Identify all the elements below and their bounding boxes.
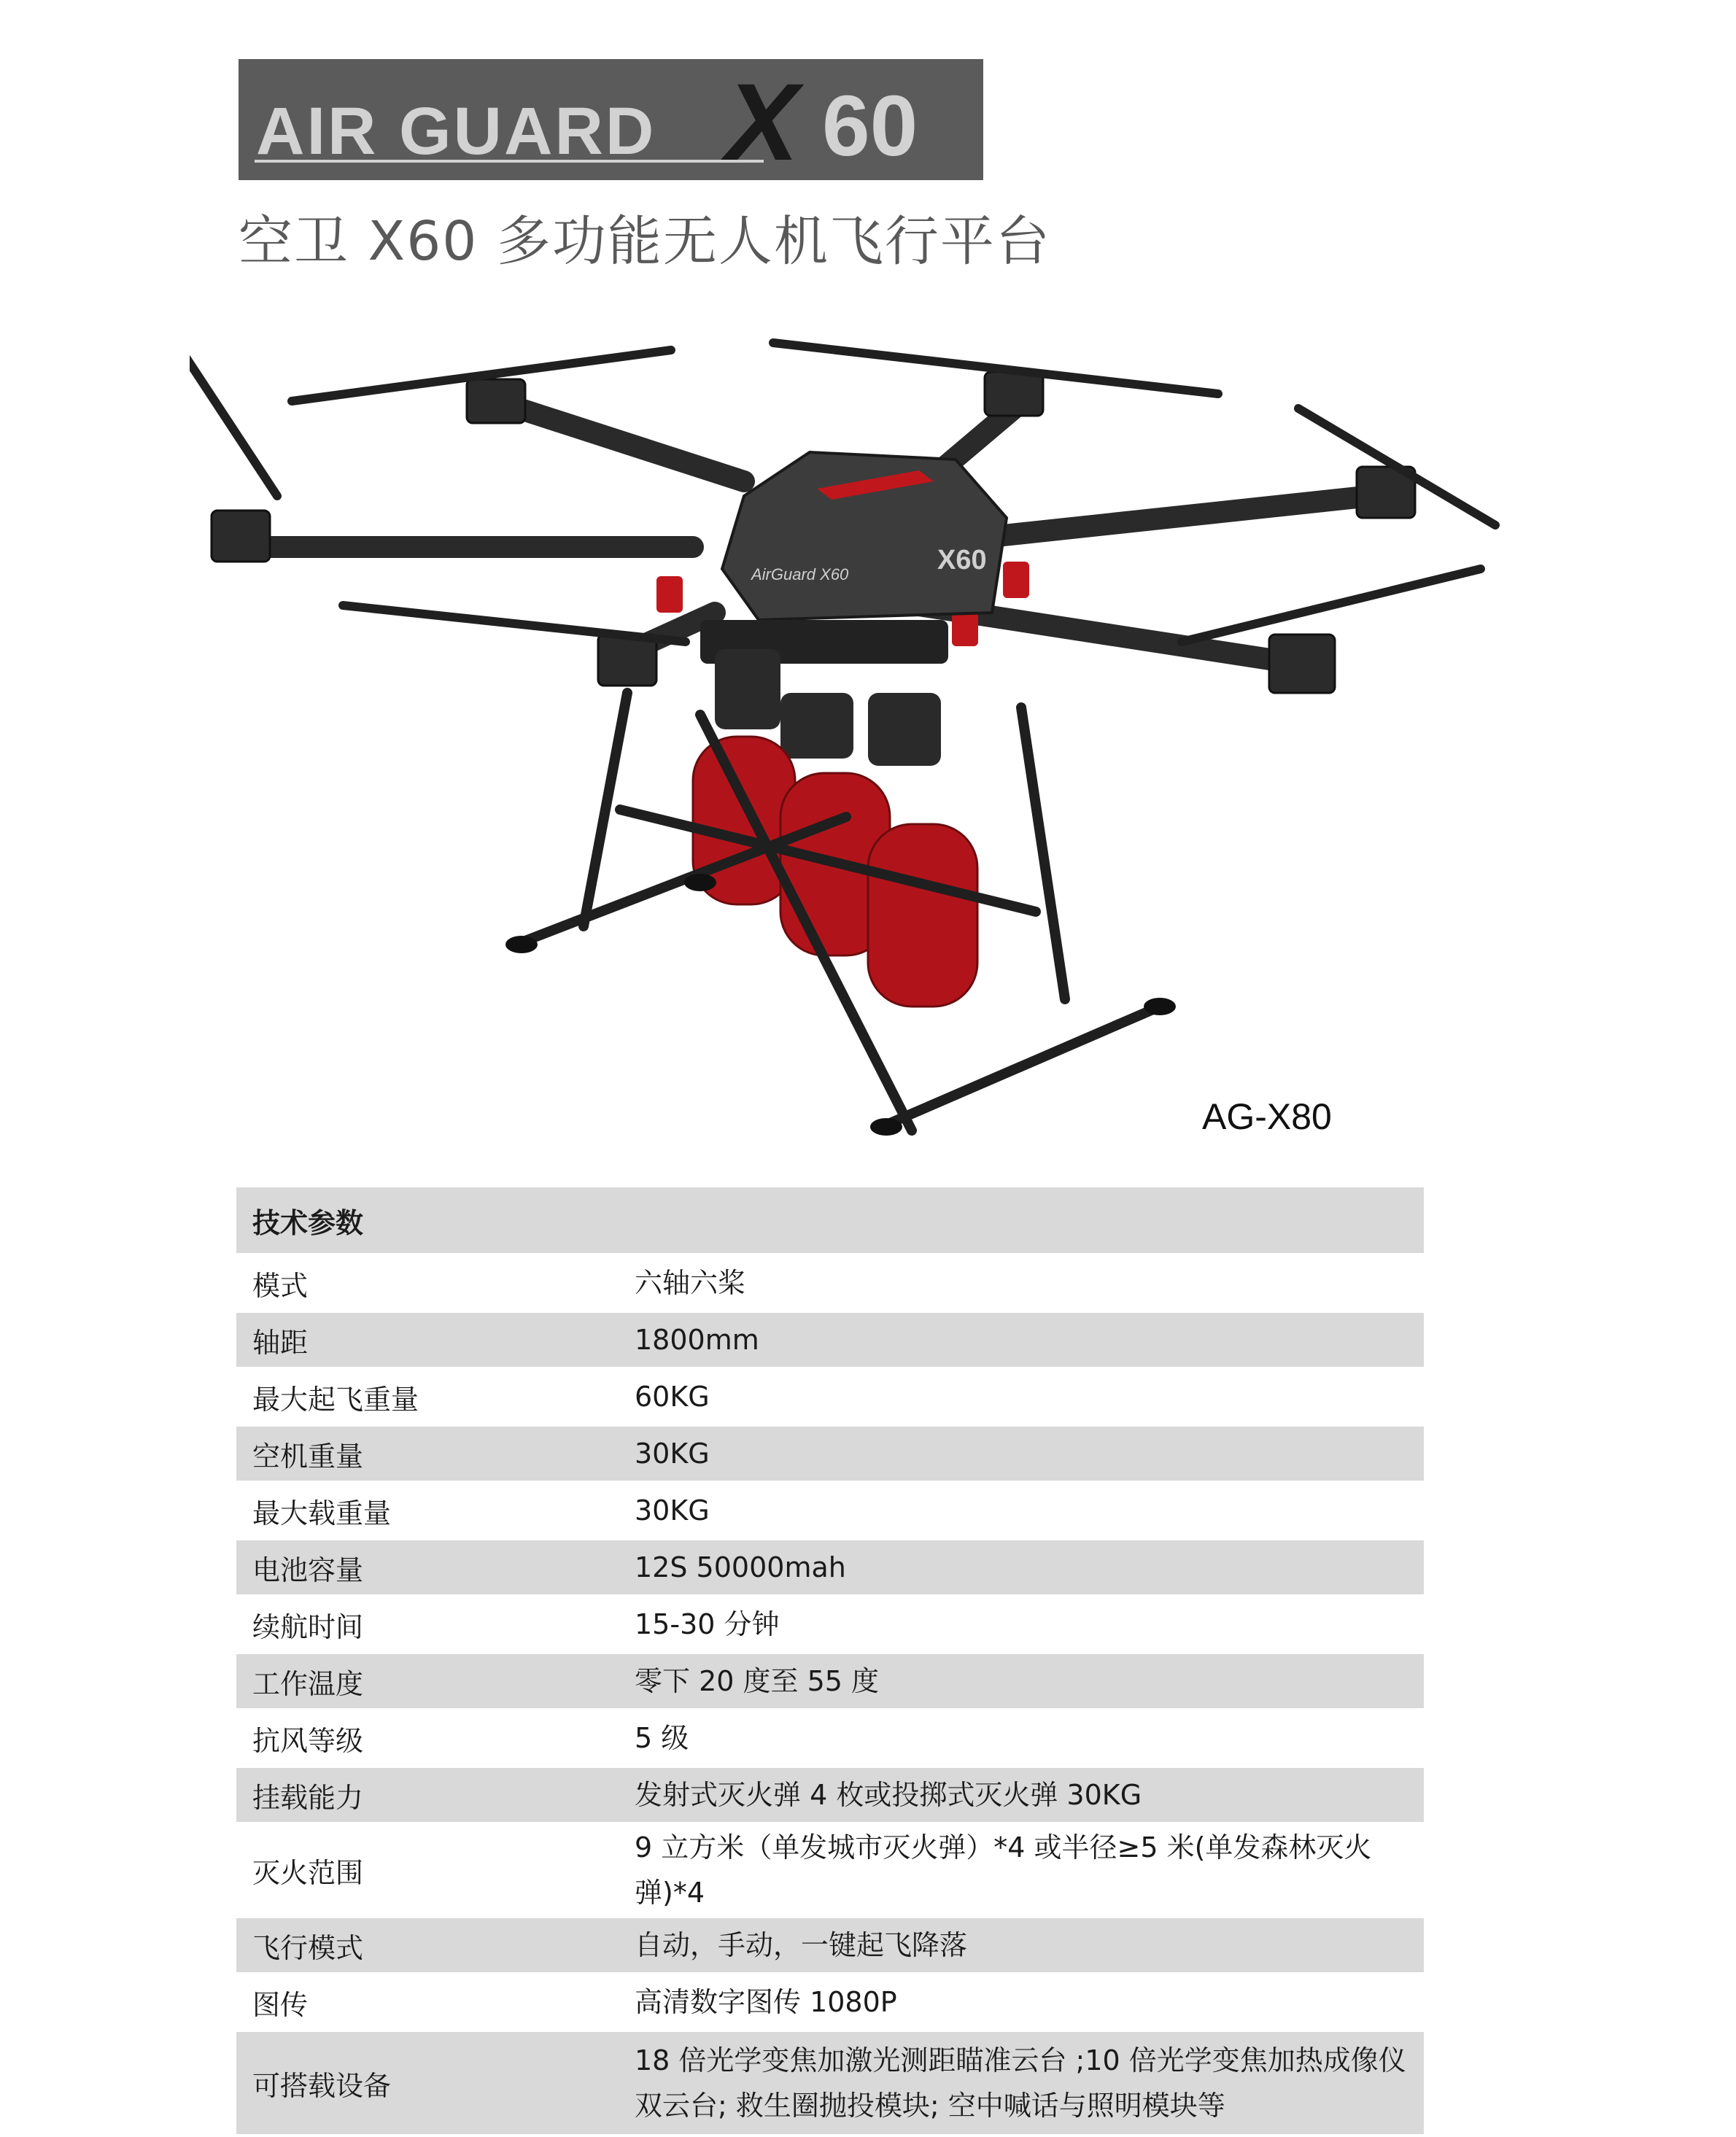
spec-label: 可搭载设备 [252,2069,392,2102]
spec-row [236,1313,1424,1370]
spec-rows [236,1256,1424,2137]
spec-value: 高清数字图传 1080P [635,1986,897,2018]
spec-value: 5 级 [635,1722,689,1754]
spec-value: 自动，手动，一键起飞降落 [635,1929,968,1961]
brand-logo [239,59,983,180]
spec-row [236,1975,1424,2032]
drone-image [190,328,1524,1152]
spec-value: 60KG [635,1381,710,1413]
spec-label: 抗风等级 [252,1724,364,1757]
body-model-mark: X60 [937,545,987,575]
spec-row [236,1918,1424,1975]
body-brand-mark: AirGuard X60 [751,565,849,583]
spec-value: 30KG [635,1494,710,1527]
spec-row [236,1484,1424,1540]
spec-value: 15-30 分钟 [635,1608,780,1640]
spec-label: 轴距 [252,1326,309,1359]
spec-label: 飞行模式 [252,1931,364,1964]
spec-label: 空机重量 [252,1440,364,1473]
spec-label: 模式 [252,1269,309,1302]
spec-value: 六轴六桨 [635,1267,746,1299]
model-label: AG-X80 [1202,1096,1332,1137]
spec-label: 电池容量 [252,1554,364,1586]
spec-value: 零下 20 度至 55 度 [635,1665,880,1697]
spec-value: 12S 50000mah [635,1551,846,1583]
spec-label: 最大载重量 [252,1497,392,1529]
specs-table [236,1187,1424,2137]
spec-label: 最大起飞重量 [252,1383,419,1416]
logo-text-x: X [726,61,799,180]
spec-value: 18 倍光学变焦加激光测距瞄准云台 ;10 倍光学变焦加热成像仪双云台; 救生圈抛投模块; 空中喊话与照明模块等 [635,2044,1406,2122]
spec-row [236,1711,1424,1768]
spec-row [236,1540,1424,1597]
spec-row [236,1825,1424,1918]
spec-row [236,1768,1424,1825]
spec-row [236,1597,1424,1654]
logo-text-main: AIR GUARD [256,94,656,168]
page-subtitle: 空卫 X60 多功能无人机飞行平台 [239,210,1051,273]
spec-label: 工作温度 [252,1667,364,1700]
spec-label: 续航时间 [252,1610,364,1643]
spec-label: 挂载能力 [252,1781,364,1814]
spec-value: 9 立方米（单发城市灭火弹）*4 或半径≥5 米(单发森林灭火弹)*4 [635,1831,1372,1909]
spec-row [236,1654,1424,1711]
logo-text-num: 60 [822,78,918,174]
spec-value: 30KG [635,1438,710,1470]
spec-value: 1800mm [635,1324,759,1356]
spec-label: 灭火范围 [252,1856,364,1889]
spec-row [236,1370,1424,1427]
spec-value: 发射式灭火弹 4 枚或投掷式灭火弹 30KG [635,1779,1142,1811]
spec-row [236,2032,1424,2137]
spec-row [236,1256,1424,1313]
specs-header: 技术参数 [236,1187,1424,1256]
spec-row [236,1427,1424,1484]
spec-label: 图传 [252,1988,309,2021]
